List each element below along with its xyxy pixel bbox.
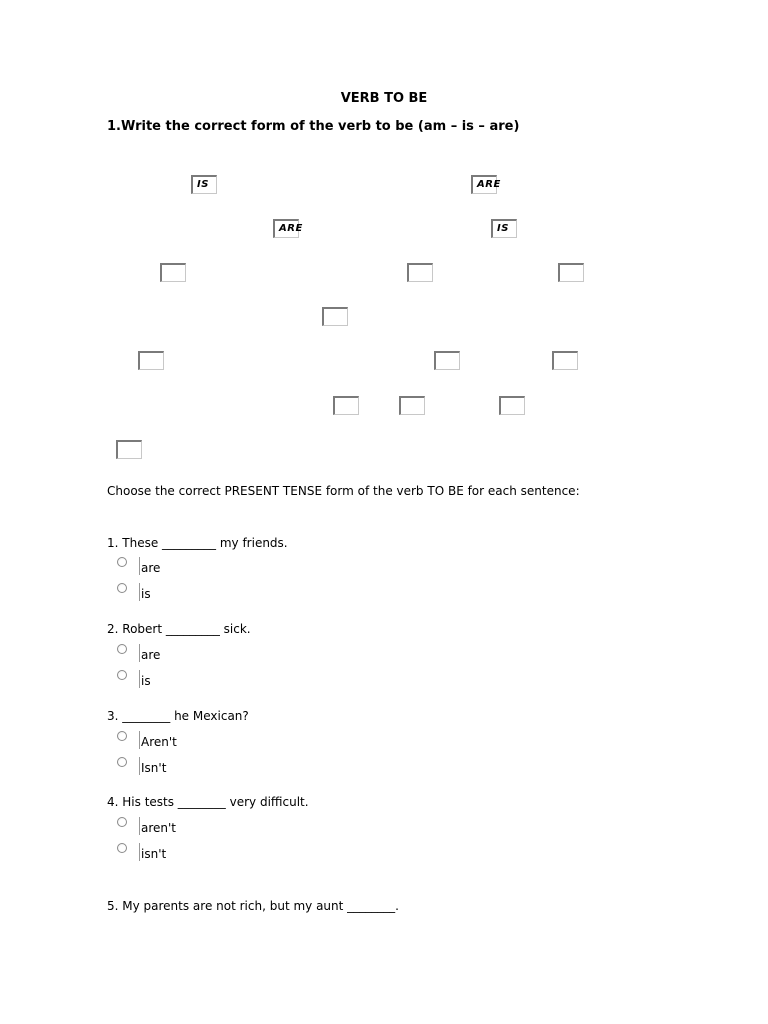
question-3: 3. ________ he Mexican? bbox=[107, 709, 249, 723]
answer-box-2[interactable]: ARE bbox=[471, 175, 497, 194]
answer-box-13[interactable] bbox=[399, 396, 425, 415]
radio-button[interactable] bbox=[117, 843, 127, 853]
radio-button[interactable] bbox=[117, 583, 127, 593]
question-1: 1. These _________ my friends. bbox=[107, 536, 288, 550]
option-divider bbox=[139, 583, 140, 601]
option-label: is bbox=[141, 587, 151, 601]
answer-box-8[interactable] bbox=[322, 307, 348, 326]
radio-button[interactable] bbox=[117, 644, 127, 654]
answer-box-6[interactable] bbox=[407, 263, 433, 282]
option-label: are bbox=[141, 648, 161, 662]
option-label: Aren't bbox=[141, 735, 177, 749]
option-divider bbox=[139, 843, 140, 861]
answer-box-7[interactable] bbox=[558, 263, 584, 282]
question-5: 5. My parents are not rich, but my aunt ________. bbox=[107, 899, 399, 913]
answer-box-1[interactable]: IS bbox=[191, 175, 217, 194]
option-label: isn't bbox=[141, 847, 167, 861]
answer-box-10[interactable] bbox=[434, 351, 460, 370]
option-divider bbox=[139, 731, 140, 749]
option-divider bbox=[139, 817, 140, 835]
option-divider bbox=[139, 757, 140, 775]
answer-box-4[interactable]: IS bbox=[491, 219, 517, 238]
option-divider bbox=[139, 670, 140, 688]
page-title: VERB TO BE bbox=[340, 91, 428, 106]
option-divider bbox=[139, 557, 140, 575]
option-label: Isn't bbox=[141, 761, 167, 775]
question-4: 4. His tests ________ very difficult. bbox=[107, 795, 309, 809]
option-divider bbox=[139, 644, 140, 662]
answer-box-3[interactable]: ARE bbox=[273, 219, 299, 238]
exercise-2-instruction: Choose the correct PRESENT TENSE form of the verb TO BE for each sentence: bbox=[107, 484, 580, 498]
exercise-1-heading: 1.Write the correct form of the verb to be (am – is – are) bbox=[107, 119, 520, 134]
question-2: 2. Robert _________ sick. bbox=[107, 622, 251, 636]
radio-button[interactable] bbox=[117, 731, 127, 741]
answer-box-5[interactable] bbox=[160, 263, 186, 282]
answer-box-12[interactable] bbox=[333, 396, 359, 415]
radio-button[interactable] bbox=[117, 670, 127, 680]
option-label: is bbox=[141, 674, 151, 688]
radio-button[interactable] bbox=[117, 757, 127, 767]
radio-button[interactable] bbox=[117, 817, 127, 827]
answer-box-11[interactable] bbox=[552, 351, 578, 370]
answer-box-9[interactable] bbox=[138, 351, 164, 370]
option-label: aren't bbox=[141, 821, 177, 835]
answer-box-15[interactable] bbox=[116, 440, 142, 459]
answer-box-14[interactable] bbox=[499, 396, 525, 415]
radio-button[interactable] bbox=[117, 557, 127, 567]
option-label: are bbox=[141, 561, 161, 575]
